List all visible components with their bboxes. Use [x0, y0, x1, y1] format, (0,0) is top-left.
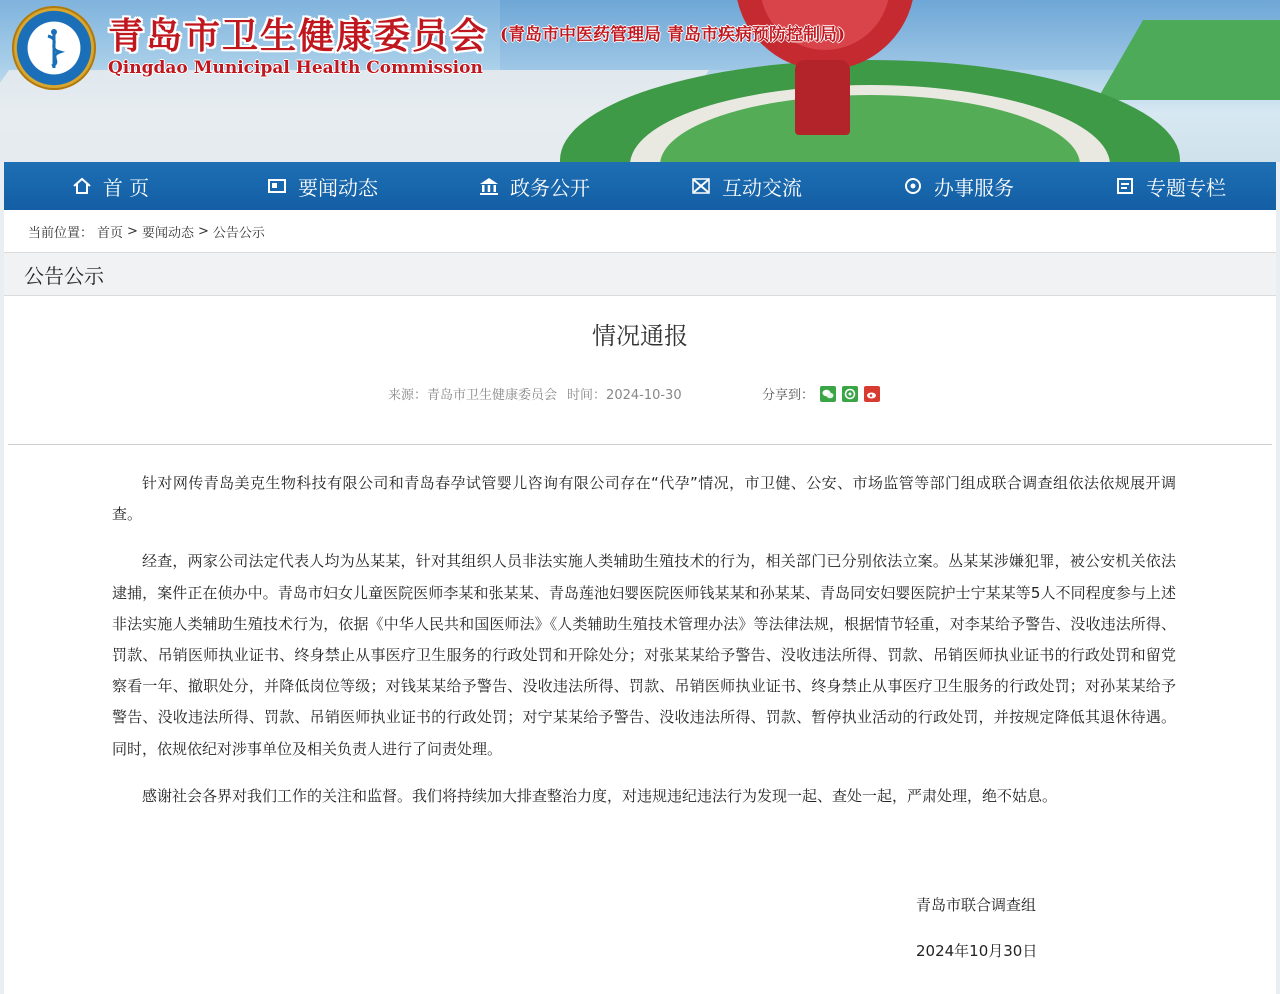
wechat-icon[interactable] [820, 386, 836, 402]
article-paragraph: 感谢社会各界对我们工作的关注和监督。我们将持续加大排查整治力度，对违规违纪违法行为发现一起、查处一起，严肃处理，绝不姑息。 [142, 786, 1058, 805]
interaction-icon [690, 175, 712, 197]
commission-logo-icon[interactable] [12, 6, 96, 90]
topic-icon [1114, 175, 1136, 197]
article [4, 296, 1276, 994]
time-label: 时间： [567, 388, 607, 403]
breadcrumb [4, 210, 1276, 252]
nav-label: 互动交流 [722, 175, 802, 200]
nav-label: 办事服务 [934, 175, 1014, 200]
share-label: 分享到： [762, 388, 815, 403]
source-label: 来源： [388, 388, 428, 403]
main-nav [4, 162, 1276, 210]
breadcrumb-link-home[interactable]: 首页 [97, 225, 124, 241]
breadcrumb-separator: > [127, 223, 138, 239]
article-meta [388, 384, 682, 403]
source-value: 青岛市卫生健康委员会 [427, 388, 558, 403]
section-title: 公告公示 [4, 252, 1276, 296]
article-paragraph: 针对网传青岛美克生物科技有限公司和青岛春孕试管婴儿咨询有限公司存在“代孕”情况，市卫健、公安、市场监管等部门组成联合调查组依法依规展开调查。 [112, 474, 1176, 524]
nav-item-interaction[interactable] [640, 162, 852, 210]
article-date: 2024年10月30日 [916, 942, 1038, 960]
article-signature: 青岛市联合调查组 [916, 896, 1037, 914]
site-banner [0, 0, 1280, 162]
breadcrumb-prefix: 当前位置： [28, 225, 94, 241]
government-icon [478, 175, 500, 197]
divider [8, 444, 1272, 445]
breadcrumb-separator: > [197, 223, 209, 239]
news-icon [266, 175, 288, 197]
article-title: 情况通报 [592, 322, 688, 350]
banner-sculpture-base [795, 60, 850, 135]
wechat-moments-icon[interactable] [842, 386, 858, 402]
site-title-english: Qingdao Municipal Health Commission [108, 58, 483, 78]
nav-item-topic[interactable] [1064, 162, 1276, 210]
nav-item-service[interactable] [852, 162, 1064, 210]
home-icon [71, 175, 93, 197]
breadcrumb-link-news[interactable]: 要闻动态 [141, 225, 194, 241]
nav-item-government[interactable] [428, 162, 640, 210]
nav-label: 要闻动态 [298, 175, 378, 200]
article-body [112, 468, 1176, 828]
nav-item-home[interactable] [4, 162, 216, 210]
nav-label: 首 页 [102, 175, 150, 200]
service-icon [902, 175, 924, 197]
nav-label: 政务公开 [510, 175, 590, 200]
site-title: 青岛市卫生健康委员会 [108, 15, 489, 57]
breadcrumb-link-notices[interactable]: 公告公示 [212, 225, 265, 241]
site-subtitle: (青岛市中医药管理局 青岛市疾病预防控制局) [500, 25, 846, 45]
weibo-icon[interactable] [864, 386, 880, 402]
article-paragraph: 经查，两家公司法定代表人均为丛某某，针对其组织人员非法实施人类辅助生殖技术的行为，相关部门已分别依法立案。丛某某涉嫌犯罪，被公安机关依法逮捕，案件正在侦办中。青岛市妇女儿童医院医师李某和张某某、青岛莲池妇婴医院医师钱某某和孙某某、青岛同安妇婴医院护士宁某某等5人不同程度参与上述非法实施人类辅助生殖技术行为，依据《中华人民共和国医师法》《人类辅助生殖技术管理办法》等法律法规，根据情节轻重，对李某给予警告、没收违法所得、罚款、吊销医师执业证书、终身禁止从事医疗卫生服务的行政处罚和开除处分；对张某某给予警告、没收违法所得、罚款、吊销医师执业证书的行政处罚和留党察看一年、撤职处分，并降低岗位等级；对钱某某给予警告、没收违法所得、罚款、吊销医师执业证书、终身禁止从事医疗卫生服务的行政处罚；对孙某某给予警告、没收违法所得、罚款、吊销医师执业证书的行政处罚；对宁某某给予警告、没收违法所得、罚款、暂停执业活动的行政处罚，并按规定降低其退休待遇。同时，依规依纪对涉事单位及相关负责人进行了问责处理。 [112, 552, 1176, 758]
share-bar [762, 384, 880, 403]
time-value: 2024-10-30 [606, 388, 682, 403]
nav-label: 专题专栏 [1146, 175, 1226, 200]
nav-item-news[interactable] [216, 162, 428, 210]
